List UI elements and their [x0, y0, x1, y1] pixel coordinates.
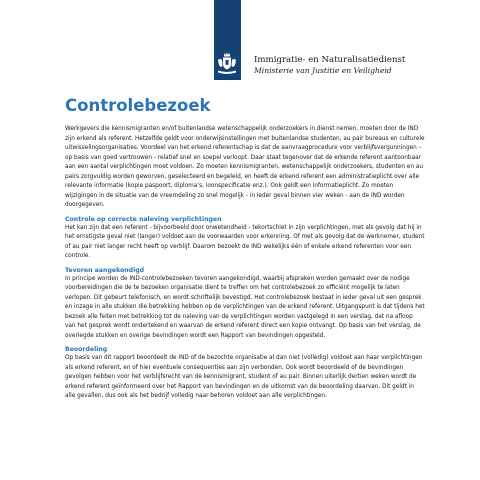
section-heading: Tevoren aangekondigd — [65, 266, 145, 274]
org-name: Immigratie- en Naturalisatiedienst — [254, 55, 406, 65]
section-paragraph: Het kan zijn dat een referent - bijvoorbeeld door onwetendheid - tekortschiet in zijn verplichtingen, met als gevolg dat hij in het ernstigste geval niet (langer) voldoet aan de voorwaarden voor erkenning. Of met als gevolg dat de werknemer, student of au pair niet langer recht heeft op verblijf. Daarom bezoekt de IND wekelijks één of enkele erkend referenten voor een controle. — [65, 224, 425, 259]
section-heading: Beoordeling — [65, 346, 108, 353]
org-ministry: Ministerie van Justitie en Veiligheid — [254, 66, 392, 75]
section-paragraph: Op basis van dit rapport beoordeelt de IND of de bezochte organisatie al dan niet (volledig) voldoet aan haar verplichtingen als erkend referent, en of hier eventuele consequenties aan zijn verbonden. Ook wordt beoordeeld of de bevindingen gevolgen hebben voor het verblijfsrecht van de kennismigrant, student of au pair. Binnen uiterlijk dertien weken wordt de erkend referent geïnformeerd over het Rapport van bevindingen en de uitkomst van de beoordeling daarvan. Dit geldt in alle gevallen, dus ook als het bedrijf volledig naar behoren voldoet aan alle verplichtingen. — [65, 355, 423, 399]
intro-paragraph: Werkgevers die kennismigranten en/of buitenlandse wetenschappelijk onderzoekers in dienst nemen, moeten door de IND zijn erkend als referent. Hetzelfde geldt voor onderwijsinstellingen met buitenlandse studenten, au pair bureaus en culturele uitwisselingsorganisaties. Voordeel van het erkend referentschap is dat de aanvraagprocedure voor verblijfsvergunningen – op basis van goed vertrouwen - relatief snel en soepel verloopt. Daar staat tegenover dat de erkende referent aantoonbaar aan een aantal verplichtingen moet voldoen. Zo moeten kennismigranten, wetenschappelijk onderzoekers, studenten en au pairs zorgvuldig worden geworven, geselecteerd en begeleid, en heeft de erkend referent een administratieplicht over alle relevante informatie (kopie paspoort, diploma’s, loonspecificatie enz.). Ook geldt een informatieplicht. Zo moeten wijzigingen in de situatie van de vreemdeling zo snel mogelijk - in ieder geval binnen vier weken - aan de IND worden doorgegeven. — [65, 126, 425, 208]
organization-name — [254, 55, 405, 76]
coat-of-arms-icon — [216, 52, 238, 76]
section-heading: Controle op correcte naleving verplichtingen — [65, 215, 222, 223]
page-title: Controlebezoek — [65, 96, 211, 115]
document-body — [65, 96, 425, 406]
section-paragraph: In principe worden de IND-controlebezoeken tevoren aangekondigd, waarbij afspraken worden gemaakt over de nodige voorbereidingen die de te bezoeken organisatie dient te treffen om het controlebezoek zo efficiënt mogelijk te laten verlopen. Dit gebeurt telefonisch, en wordt schriftelijk bevestigd. Het controlebezoek bestaat in ieder geval uit een gesprek en inzage in alle stukken die betrekking hebben op de verplichtingen van de erkend referent. Uitgangspunt is dat tijdens het bezoek alle feiten met betrekking tot de naleving van de verplichtingen worden vastgelegd in een verslag, dat na afloop van het gesprek wordt ondertekend en waarvan de erkend referent direct een kopie ontvangt. Op basis van het verslag, de overlegde stukken en overige bevindingen wordt een Rapport van bevindingen opgesteld. — [65, 275, 425, 339]
